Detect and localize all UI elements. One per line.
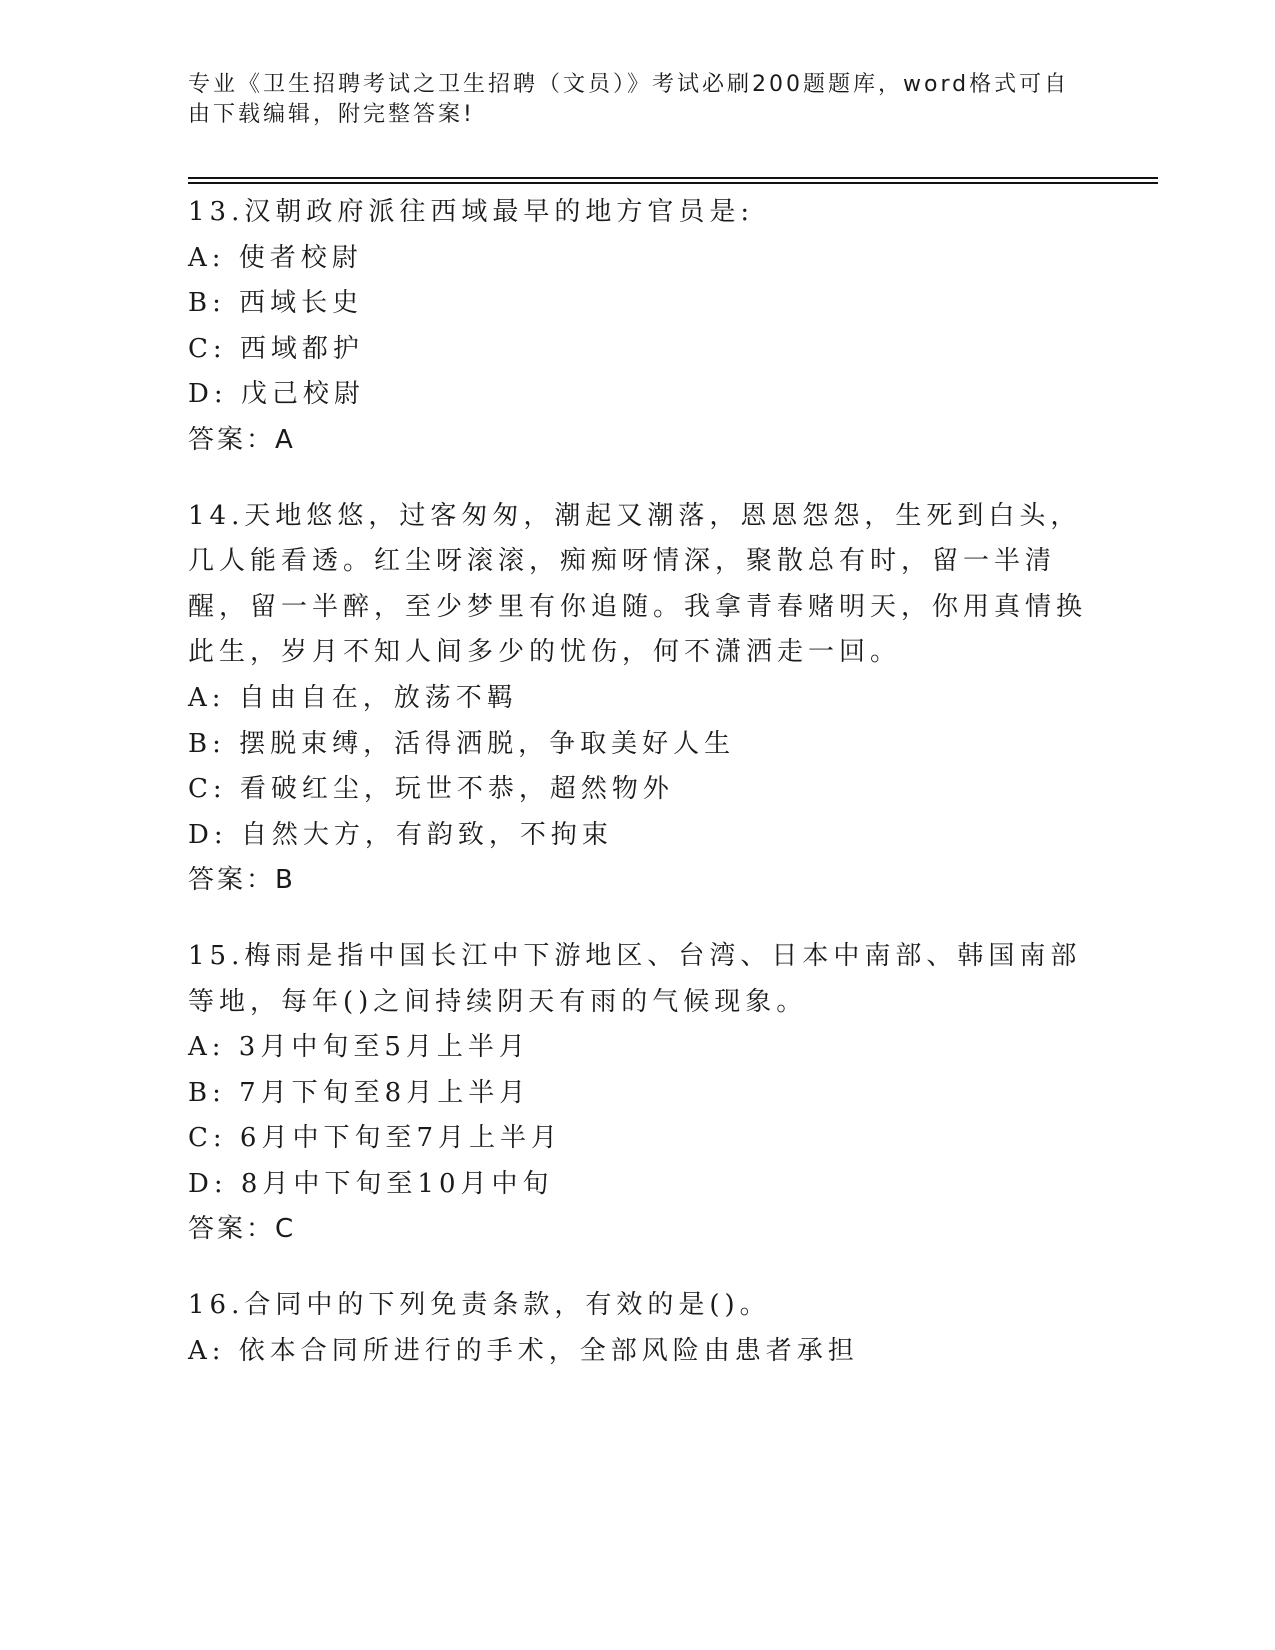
question-stem: 16.合同中的下列免责条款，有效的是()。 [188,1290,771,1321]
header-divider-top [188,177,1158,179]
question-16 [188,1283,1088,1374]
question-list [188,190,1088,1404]
answer-line: 答案：A [188,424,296,455]
option-a: A: 自由自在，放荡不羁 [188,682,518,713]
option-a: A: 使者校尉 [188,242,363,273]
question-13 [188,190,1088,464]
option-c: C: 西域都护 [188,333,364,364]
question-stem: 14.天地悠悠，过客匆匆，潮起又潮落，恩恩怨怨，生死到白头，几人能看透。红尘呀滚滚，痴痴呀情深，聚散总有时，留一半清醒，留一半醉，至少梦里有你追随。我拿青春赌明天，你用真情换此生，岁月不知人间多少的忧伤，何不潇洒走一回。 [188,500,1088,668]
document-header: 专业《卫生招聘考试之卫生招聘（文员）》考试必刷200题题库，word格式可自由下载编辑，附完整答案! [188,72,1070,127]
option-b: B: 7月下旬至8月上半月 [188,1077,531,1108]
option-d: D: 戊己校尉 [188,379,365,410]
option-d: D: 自然大方，有韵致，不拘束 [188,819,613,850]
header-divider-bottom [188,182,1158,184]
option-c: C: 看破红尘，玩世不恭，超然物外 [188,774,674,805]
option-c: C: 6月中下旬至7月上半月 [188,1123,563,1154]
option-b: B: 西域长史 [188,288,364,319]
option-d: D: 8月中下旬至10月中旬 [188,1168,554,1199]
question-stem: 13.汉朝政府派往西域最早的地方官员是: [188,197,755,227]
option-b: B: 摆脱束缚，活得洒脱，争取美好人生 [188,728,736,759]
question-14 [188,494,1088,904]
answer-line: 答案：B [188,865,296,896]
question-15 [188,934,1088,1253]
question-stem: 15.梅雨是指中国长江中下游地区、台湾、日本中南部、韩国南部等地，每年()之间持续阴天有雨的气候现象。 [188,940,1082,1017]
option-a: A: 3月中旬至5月上半月 [188,1032,530,1063]
answer-line: 答案：C [188,1214,297,1245]
option-a: A: 依本合同所进行的手术，全部风险由患者承担 [188,1335,859,1366]
